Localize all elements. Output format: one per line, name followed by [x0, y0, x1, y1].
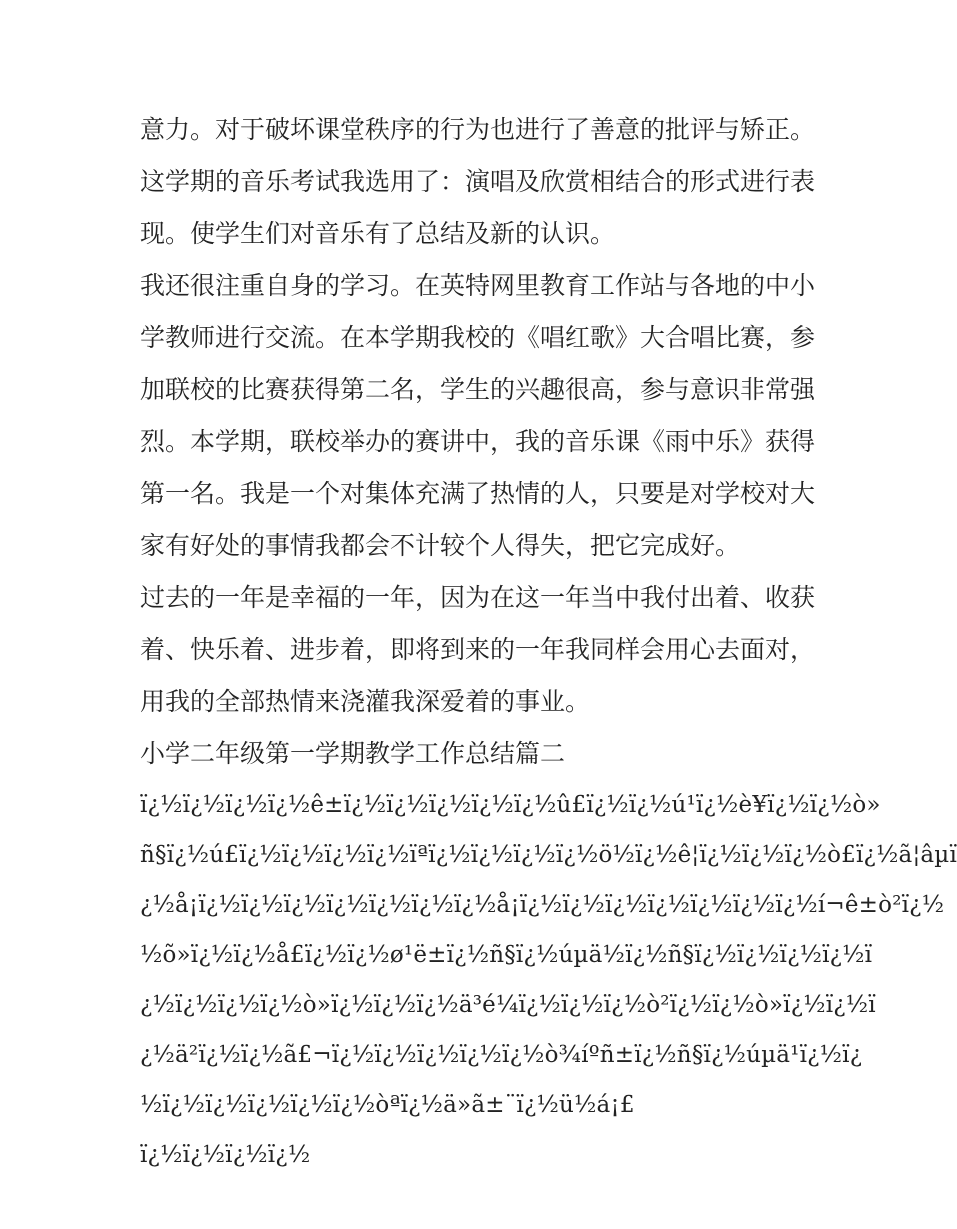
text-line: 意力。对于破坏课堂秩序的行为也进行了善意的批评与矫正。 [140, 115, 816, 144]
section-heading: 小学二年级第一学期教学工作总结篇二 [140, 739, 566, 768]
garbled-text-line: ½ï¿½ï¿½ï¿½ï¿½ï¿½òªï¿½ä»ã±¨ï¿½ü½á¡£ [140, 1092, 635, 1118]
garbled-text-line: ï¿½ï¿½ï¿½ï¿½ [140, 1142, 311, 1168]
garbled-text-line: ¿½å¡ï¿½ï¿½ï¿½ï¿½ï¿½ï¿½ï¿½å¡ï¿½ï¿½ï¿½ï¿½ï¿½ï¿½ï¿½í¬ê±ò²ï¿½ [140, 892, 945, 918]
garbled-text-line: ï¿½ï¿½ï¿½ï¿½ê±ï¿½ï¿½ï¿½ï¿½ï¿½û£ï¿½ï¿½ú¹ï¿½è¥ï¿½ï¿½ò» [140, 792, 881, 818]
text-line: 加联校的比赛获得第二名，学生的兴趣很高，参与意识非常强 [140, 375, 816, 404]
text-line: 用我的全部热情来浇灌我深爱着的事业。 [140, 687, 591, 716]
text-line: 学教师进行交流。在本学期我校的《唱红歌》大合唱比赛，参 [140, 323, 816, 352]
garbled-text-line: ½õ»ï¿½ï¿½å£ï¿½ï¿½ø¹ë±ï¿½ñ§ï¿½úµä½ï¿½ñ§ï¿½ï¿½ï¿½ï¿½ï [140, 942, 873, 968]
text-line: 着、快乐着、进步着，即将到来的一年我同样会用心去面对， [140, 635, 816, 664]
text-line: 这学期的音乐考试我选用了：演唱及欣赏相结合的形式进行表 [140, 167, 816, 196]
garbled-text-line: ¿½ï¿½ï¿½ï¿½ò»ï¿½ï¿½ï¿½ä³é¼ï¿½ï¿½ï¿½ò²ï¿½ï¿½ò»ï¿½ï¿½ï [140, 992, 876, 1018]
text-line: 我还很注重自身的学习。在英特网里教育工作站与各地的中小 [140, 271, 816, 300]
garbled-text-line: ñ§ï¿½ú£ï¿½ï¿½ï¿½ï¿½ïªï¿½ï¿½ï¿½ï¿½ö½ï¿½ê¦ï¿½ï¿½ï¿½ò£ï¿½ã¦âµï [140, 842, 957, 868]
text-line: 家有好处的事情我都会不计较个人得失，把它完成好。 [140, 531, 741, 560]
text-line: 烈。本学期，联校举办的赛讲中，我的音乐课《雨中乐》获得 [140, 427, 816, 456]
document-body [140, 104, 957, 1180]
garbled-text-line: ¿½ä²ï¿½ï¿½ã£¬ï¿½ï¿½ï¿½ï¿½ï¿½ò¾íºñ±ï¿½ñ§ï¿½úµä¹ï¿½ï¿ [140, 1042, 863, 1068]
text-line: 过去的一年是幸福的一年，因为在这一年当中我付出着、收获 [140, 583, 816, 612]
text-line: 现。使学生们对音乐有了总结及新的认识。 [140, 219, 616, 248]
text-line: 第一名。我是一个对集体充满了热情的人，只要是对学校对大 [140, 479, 816, 508]
